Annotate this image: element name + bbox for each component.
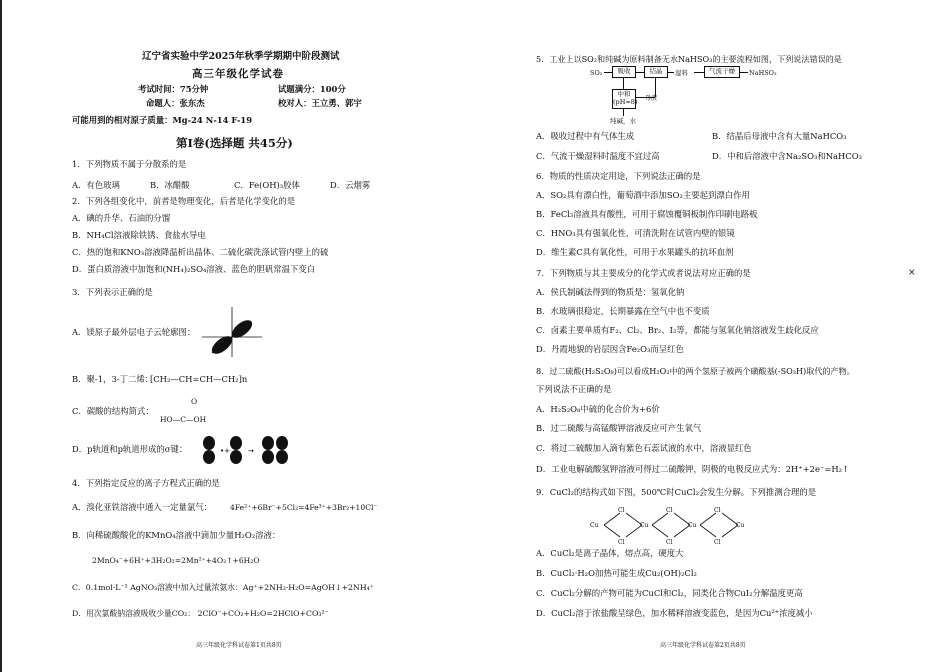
- flow-absorb-box: 吸收: [612, 66, 636, 78]
- q4-option-b: B．向稀硫酸酸化的KMnO₄溶液中滴加少量H₂O₂溶液：: [72, 530, 281, 540]
- flow-arrow-1: [604, 72, 612, 73]
- question-9: 9．CuCl₂的结构式如下图，500℃时CuCl₂会发生分解。下列推测合理的是: [536, 487, 817, 497]
- q9-option-a: A．CuCl₂是离子晶体，熔点高，硬度大: [536, 548, 684, 558]
- q3-option-a: A．镁原子最外层电子云轮廓图：: [72, 327, 196, 337]
- flow-arrow-5: [739, 72, 748, 73]
- q6-option-b: B．FeCl₃溶液具有酸性，可用于腐蚀覆铜板制作印刷电路板: [536, 209, 758, 219]
- q4-option-a-equation: 4Fe²⁺+6Br⁻+5Cl₂=4Fe³⁺+3Br₂+10Cl⁻: [230, 503, 378, 512]
- flow-soda: 纯碱，水: [610, 117, 636, 125]
- cl-atom: Cl: [666, 507, 673, 514]
- left-footer: 高三年级化学科试卷第1页共8页: [196, 642, 282, 649]
- q1-option-d: D．云烟雾: [330, 180, 371, 190]
- question-1: 1．下列物质不属于分散系的是: [72, 159, 187, 169]
- cl-atom: Cl: [618, 539, 625, 546]
- q9-option-d: D．CuCl₂溶于浓盐酸呈绿色，加水稀释溶液变蓝色，是因为Cu²⁺浓度减小: [536, 608, 813, 618]
- q7-option-a: A．侯氏制碱法得到的物质是：氢氧化钠: [536, 287, 685, 297]
- question-6: 6．物质的性质决定用途，下列说法正确的是: [536, 171, 701, 181]
- q3-option-c: C．碳酸的结构简式：: [72, 406, 154, 416]
- q8-option-a: A．H₂S₂O₈中硫的化合价为+6价: [536, 404, 660, 414]
- q5-option-b: B．结晶后母液中含有大量NaHCO₃: [712, 131, 847, 141]
- q9-option-c: C．CuCl₂分解的产物可能为CuCl和Cl₂，同类化合物CuI₂分解温度更高: [536, 588, 803, 598]
- q4-option-b-equation: 2MnO₄⁻+6H⁺+3H₂O₂=2Mn²⁺+4O₂↑+6H₂O: [92, 556, 260, 565]
- cu-atom: Cu: [688, 522, 697, 529]
- question-7: 7．下列物质与其主要成分的化学式或者说法对应正确的是: [536, 268, 751, 278]
- flow-vline-3: [623, 108, 624, 116]
- q5-option-c: C．气流干燥湿料时温度不宜过高: [536, 151, 660, 161]
- q3-option-d: D．p轨道和p轨道形成的σ键：: [72, 444, 188, 454]
- q7-option-c: C．卤素主要单质有F₂、Cl₂、Br₂、I₂等，都能与氢氧化钠溶液发生歧化反应: [536, 325, 819, 335]
- flow-so2: SO₂: [590, 69, 603, 77]
- flow-neutral-label: 中和: [617, 90, 631, 98]
- question-3: 3．下列表示正确的是: [72, 287, 153, 297]
- cl-atom: Cl: [714, 539, 721, 546]
- q1-option-a: A．有色玻璃: [72, 180, 120, 190]
- exam-title: 高三年级化学试卷: [192, 68, 284, 80]
- question-8-prompt: 下列说法不正确的是: [536, 384, 612, 394]
- q2-option-c: C．热的饱和KNO₃溶液降温析出晶体、二硫化碳洗涤试管内壁上的硫: [72, 247, 329, 257]
- q7-option-b: B．水玻璃很稳定，长期暴露在空气中也不变质: [536, 306, 710, 316]
- question-8: 8．过二硫酸(H₂S₂O₈)可以看成H₂O₂中的两个氢原子被两个磺酸基(-SO₃H)取代的产物。: [536, 366, 855, 376]
- right-footer: 高三年级化学科试卷第2页共8页: [660, 642, 746, 649]
- q7-option-d: D．丹霞地貌的岩层因含Fe₂O₃而呈红色: [536, 344, 684, 354]
- flow-dry-box: 气流干燥: [704, 66, 740, 78]
- atomic-mass-note: 可能用到的相对原子质量：Mg-24 N-14 F-19: [72, 115, 253, 125]
- q5-option-d: D．中和后溶液中含Na₂SO₃和NaHCO₃: [712, 151, 862, 161]
- q6-option-d: D．维生素C具有氧化性，可用于水果罐头的抗坏血剂: [536, 247, 734, 257]
- q1-option-b: B．冰醋酸: [150, 180, 190, 190]
- svg-text:→: →: [248, 447, 254, 455]
- flow-crystal-box: 结晶: [644, 66, 668, 78]
- q2-option-a: A．碘的升华、石油的分馏: [72, 213, 171, 223]
- cucl2-structure: [590, 504, 770, 546]
- flow-arrow-2: [635, 72, 644, 73]
- right-page: [480, 0, 950, 672]
- q4-option-c: C．0.1mol·L⁻¹ AgNO₃溶液中加入过量浓氨水：Ag⁺+2NH₃·H₂O=AgOH↓+2NH₄⁺: [72, 583, 374, 592]
- electron-cloud-figure: [198, 305, 264, 359]
- school-title: 辽宁省实验中学2025年秋季学期期中阶段测试: [142, 51, 340, 62]
- q8-option-c: C．将过二硫酸加入滴有紫色石蕊试液的水中，溶液显红色: [536, 443, 752, 453]
- flow-arrow-4: [694, 72, 704, 73]
- flow-neutral-box: [612, 89, 636, 109]
- flow-wet: 湿料: [675, 69, 688, 77]
- question-5: 5．工业上以SO₂和纯碱为原料制备无水NaHSO₃的主要流程如图，下列说法错误的是: [536, 54, 842, 64]
- q3-option-b: B．聚-1，3-丁二烯：: [72, 374, 154, 384]
- q2-option-b: B．NH₄Cl溶液除铁锈、食盐水导电: [72, 230, 206, 240]
- question-2: 2．下列各组变化中，前者是物理变化，后者是化学变化的是: [72, 196, 296, 206]
- question-4: 4．下列指定反应的离子方程式正确的是: [72, 478, 220, 488]
- flow-product: NaHSO₃: [749, 69, 777, 77]
- carbonic-acid-formula: HO—C—OH: [160, 415, 207, 424]
- cu-atom: Cu: [590, 522, 599, 529]
- sigma-bond-figure: [198, 434, 298, 466]
- flow-mother: 母液: [645, 95, 658, 102]
- section-heading: 第Ⅰ卷(选择题 共45分): [176, 136, 293, 150]
- exam-time: 考试时间：75分钟: [138, 84, 209, 94]
- cu-atom: Cu: [736, 522, 745, 529]
- polybutadiene-formula: [CH₂—CH=CH—CH₂]n: [150, 374, 248, 384]
- q4-option-a: A．溴化亚铁溶液中通入一定量氯气：: [72, 502, 213, 512]
- q5-option-a: A．吸收过程中有气体生成: [536, 131, 635, 141]
- q8-option-b: B．过二硫酸与高锰酸钾溶液反应可产生氧气: [536, 423, 702, 433]
- exam-author: 命题人：张东杰: [146, 98, 205, 108]
- flow-arrow-3: [667, 72, 674, 73]
- q4-option-d: D．用次氯酸钠溶液吸收少量CO₂： 2ClO⁻+CO₂+H₂O=2HClO+CO₃²⁻: [72, 609, 329, 618]
- flow-ph-label: (pH=8): [613, 98, 638, 106]
- cl-atom: Cl: [666, 539, 673, 546]
- svg-text:•+: •+: [220, 447, 230, 455]
- q6-option-a: A．SO₂具有漂白性，葡萄酒中添加SO₂主要起到漂白作用: [536, 190, 750, 200]
- exam-score: 试题满分：100分: [278, 84, 346, 94]
- q1-option-c: C．Fe(OH)₃胶体: [234, 180, 300, 190]
- q2-option-d: D．蛋白质溶液中加饱和(NH₄)₂SO₄溶液、蓝色的胆矾常温下变白: [72, 264, 316, 274]
- side-mark: ×: [908, 268, 916, 278]
- q9-option-b: B．CuCl₂·H₂O加热可能生成Cu₂(OH)₂Cl₂: [536, 568, 697, 578]
- exam-proofreaders: 校对人：王立勇、郭宇: [278, 98, 362, 108]
- q6-option-c: C．HNO₃具有强氧化性，可清洗附在试管内壁的银镜: [536, 228, 735, 238]
- cu-atom: Cu: [640, 522, 649, 529]
- cl-atom: Cl: [714, 507, 721, 514]
- cl-atom: Cl: [618, 507, 625, 514]
- q8-option-d: D．工业电解硫酸氢钾溶液可得过二硫酸钾，阴极的电极反应式为：2H⁺+2e⁻=H₂↑: [536, 464, 850, 474]
- carbonyl-oxygen: O: [191, 397, 198, 406]
